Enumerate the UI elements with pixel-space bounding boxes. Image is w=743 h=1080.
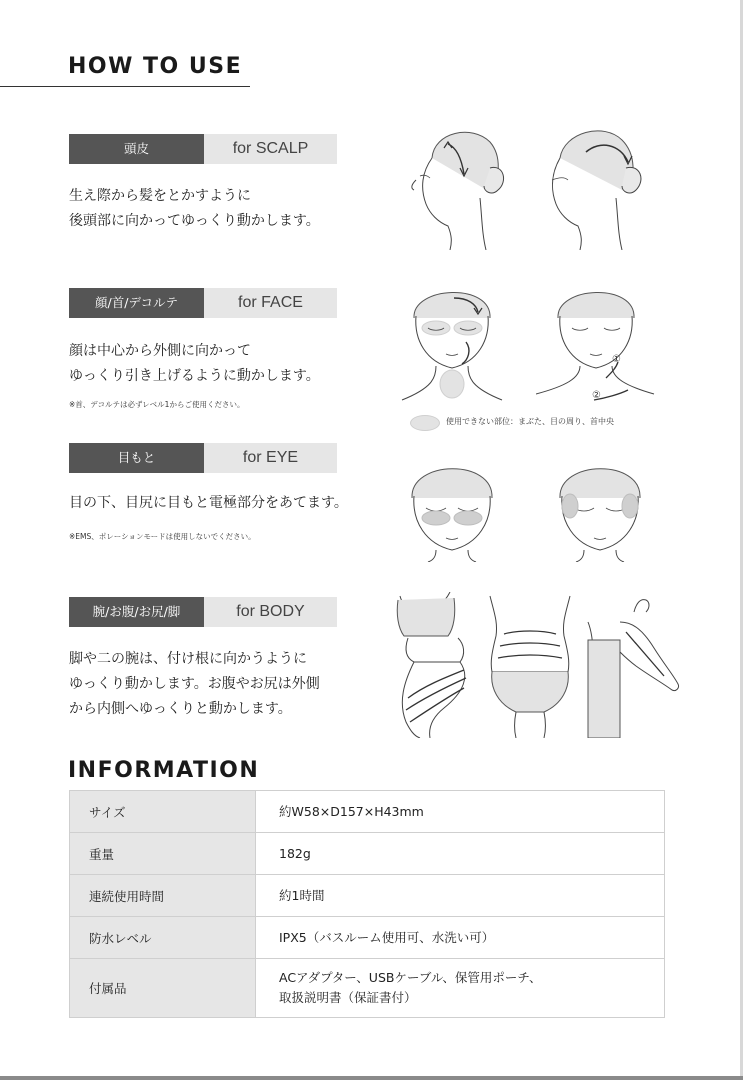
section-label-jp: 顔/首/デコルテ — [69, 288, 204, 318]
page-bottom-border — [0, 1076, 743, 1080]
section-description-body: 脚や二の腕は、付け根に向かうように ゆっくり動かします。お腹やお尻は外側 から内側へゆっくりと動かします。 — [69, 651, 320, 717]
body-illustration-abdomen — [484, 592, 576, 738]
row-value: 約W58×D157×H43mm — [256, 791, 665, 833]
table-row — [70, 791, 665, 833]
table-row — [70, 833, 665, 875]
section-bar-face — [69, 288, 337, 318]
restricted-area-swatch — [410, 415, 440, 431]
step-label-2: ② — [592, 390, 601, 401]
table-row — [70, 959, 665, 1018]
step-label-1: ① — [612, 354, 621, 365]
section-label-jp: 目もと — [69, 443, 204, 473]
section-label-jp: 腕/お腹/お尻/脚 — [69, 597, 204, 627]
face-illustration-front — [392, 268, 512, 402]
section-bar-scalp — [69, 134, 337, 164]
how-to-use-heading: HOW TO USE — [68, 54, 243, 79]
row-key: 付属品 — [70, 959, 256, 1018]
row-key: 防水レベル — [70, 917, 256, 959]
row-value: 182g — [256, 833, 665, 875]
eye-illustration-corner — [540, 446, 660, 562]
section-label-jp: 頭皮 — [69, 134, 204, 164]
information-table — [69, 790, 665, 1018]
table-row — [70, 875, 665, 917]
section-description-scalp: 生え際から髪をとかすように 後頭部に向かってゆっくり動かします。 — [69, 188, 320, 229]
row-key: サイズ — [70, 791, 256, 833]
heading-underline — [0, 86, 250, 87]
scalp-illustration-back — [540, 118, 660, 250]
scalp-illustration-side — [392, 118, 512, 250]
section-label-en: for EYE — [204, 443, 337, 473]
row-key: 重量 — [70, 833, 256, 875]
restricted-area-text: 使用できない部位：まぶた、目の周り、首中央 — [446, 417, 614, 426]
table-row — [70, 917, 665, 959]
row-value: ACアダプター、USBケーブル、保管用ポーチ、 取扱説明書（保証書付） — [256, 959, 665, 1018]
row-value: IPX5（バスルーム使用可、水洗い可） — [256, 917, 665, 959]
eye-illustration-under — [392, 446, 512, 562]
body-illustration-leg — [384, 592, 476, 738]
face-illustration-decollete — [536, 268, 656, 402]
section-note-eye: ※EMS、ポレーションモードは使用しないでください。 — [69, 532, 256, 541]
section-label-en: for FACE — [204, 288, 337, 318]
section-label-en: for BODY — [204, 597, 337, 627]
information-heading: INFORMATION — [68, 758, 260, 783]
section-note-face: ※首、デコルテは必ずレベル1からご使用ください。 — [69, 400, 245, 409]
section-label-en: for SCALP — [204, 134, 337, 164]
body-illustration-arm — [584, 592, 684, 738]
section-description-face: 顔は中心から外側に向かって ゆっくり引き上げるように動かします。 — [69, 343, 320, 384]
row-value: 約1時間 — [256, 875, 665, 917]
section-bar-eye — [69, 443, 337, 473]
row-key: 連続使用時間 — [70, 875, 256, 917]
section-description-eye: 目の下、目尻に目もと電極部分をあてます。 — [69, 495, 348, 511]
section-bar-body — [69, 597, 337, 627]
